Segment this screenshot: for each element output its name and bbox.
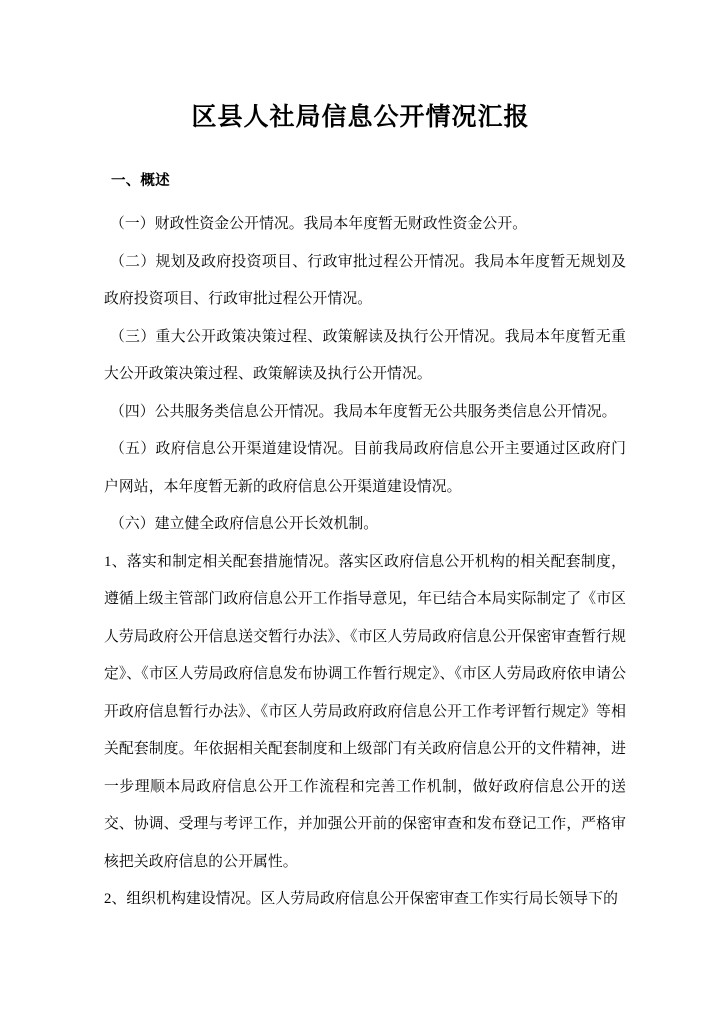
paragraph-item-1: （一）财政性资金公开情况。我局本年度暂无财政性资金公开。 bbox=[110, 216, 528, 232]
paragraph-numbered-1: 1、落实和制定相关配套措施情况。落实区政府信息公开机构的相关配套制度，遵循上级主管部门政府信息公开工作指导意见，年已结合本局实际制定了《市区人劳局政府公开信息送交暂行办法》、《市区人劳局政府信息公开保密审查暂行规定》、《市区人劳局政府信息发布协调工作暂行规定》、《市区人劳局政府依申请公开政府信息暂行办法》、《市区人劳局政府政府信息公开工作考评暂行规定》等相关配套制度。年依据相关配套制度和上级部门有关政府信息公开的文件精神，进一步理顺本局政府信息公开工作流程和完善工作机制，做好政府信息公开的送交、协调、受理与考评工作，并加强公开前的保密审查和发布登记工作，严格审核把关政府信息的公开属性。 bbox=[104, 553, 626, 870]
paragraph-item-3: （三）重大公开政策决策过程、政策解读及执行公开情况。我局本年度暂无重大公开政策决策过程、政策解读及执行公开情况。 bbox=[104, 328, 626, 382]
paragraph-item-4: （四）公共服务类信息公开情况。我局本年度暂无公共服务类信息公开情况。 bbox=[110, 403, 617, 420]
section-heading-overview: 一、概述 bbox=[111, 173, 170, 189]
document-body bbox=[104, 168, 626, 919]
paragraph-item-6: （六）建立健全政府信息公开长效机制。 bbox=[110, 516, 379, 532]
paragraph-item-5: （五）政府信息公开渠道建设情况。目前我局政府信息公开主要通过区政府门户网站，本年度暂无新的政府信息公开渠道建设情况。 bbox=[104, 441, 626, 495]
paragraph-item-2: （二）规划及政府投资项目、行政审批过程公开情况。我局本年度暂无规划及政府投资项目、行政审批过程公开情况。 bbox=[104, 253, 626, 307]
paragraph-numbered-2: 2、组织机构建设情况。区人劳局政府信息公开保密审查工作实行局长领导下的 bbox=[104, 891, 618, 907]
page-title: 区县人社局信息公开情况汇报 bbox=[191, 103, 530, 131]
